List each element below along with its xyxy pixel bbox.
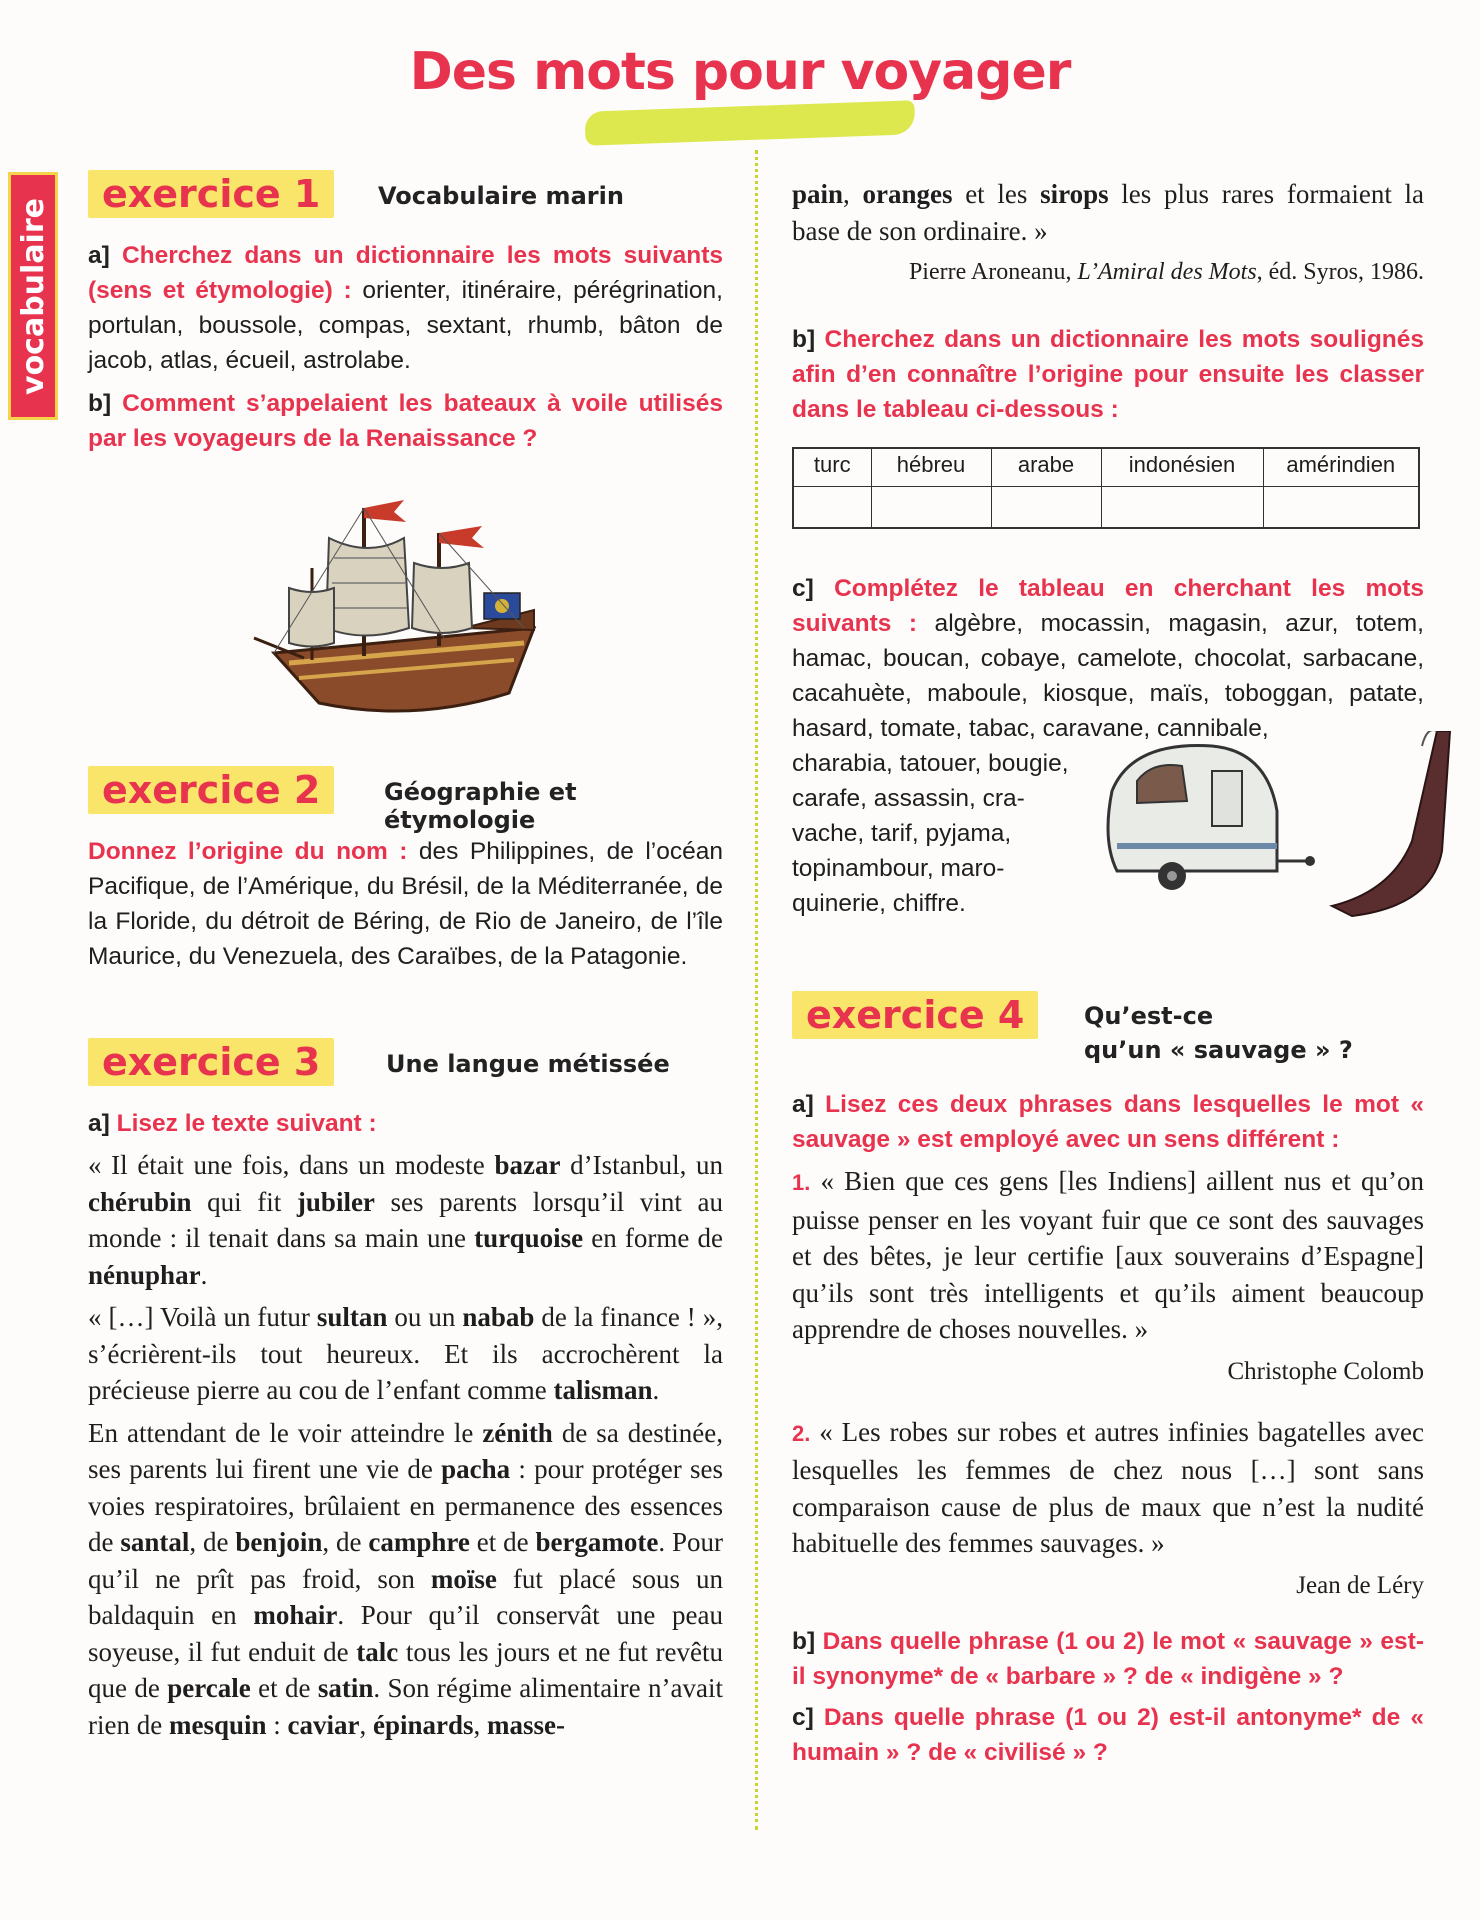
question-label: a] bbox=[88, 242, 110, 269]
exercise-2-subtitle: Géographie et étymologie bbox=[384, 778, 577, 834]
text-paragraph-3: En attendant de le voir atteindre le zénith de sa destinée, ses parents lui firent une vie de pacha : pour protéger ses voies respiratoires, brûlaient en permanence des essences de santal, de benjoin, de camphre et de bergamote. Pour qu’il ne prît pas froid, son moïse fut placé sous un baldaquin en mohair. Pour qu’il conservât une peau soyeuse, il fut enduit de talc tous les jours et ne fut revêtu que de percale et de satin. Son régime alimentaire n’avait rien de mesquin : caviar, épinards, masse- bbox=[88, 1417, 724, 1740]
exercise-1-header bbox=[88, 170, 723, 226]
key-word: pain bbox=[792, 179, 844, 209]
exercise-4 bbox=[792, 991, 1424, 1770]
key-word: mohair bbox=[253, 1600, 338, 1630]
word-list-narrow bbox=[792, 746, 1092, 921]
question-text: Complétez le tableau en cherchant les mots suivants : bbox=[792, 575, 1424, 637]
key-word: sultan bbox=[316, 1302, 388, 1332]
place-list: des Philippines, de l’océan Pacifique, de l’Amérique, du Brésil, de la Méditerranée, de la Floride, du détroit de Béring, de Rio de Janeiro, de l’île Maurice, du Venezuela, des Caraïbes, de la Patagonie. bbox=[88, 838, 723, 970]
page-title: Des mots pour voyager bbox=[409, 42, 1071, 102]
exercise-2-badge: exercice 2 bbox=[88, 766, 334, 814]
table-cell[interactable] bbox=[793, 486, 871, 528]
exercise-4-question-c bbox=[792, 1700, 1424, 1770]
quote-number: 1. bbox=[792, 1170, 811, 1195]
question-c-text bbox=[792, 571, 1424, 746]
table-header-cell: amérindien bbox=[1263, 448, 1419, 486]
column-divider bbox=[755, 150, 758, 1830]
table-header-cell: indonésien bbox=[1101, 448, 1263, 486]
question-label: c] bbox=[792, 575, 814, 602]
exercise-1-question-a bbox=[88, 238, 723, 378]
exercise-1 bbox=[88, 170, 723, 738]
question-text: Dans quelle phrase (1 ou 2) est-il antonyme* de « humain » ? de « civilisé » ? bbox=[792, 1703, 1424, 1766]
origin-table-empty-row bbox=[793, 486, 1419, 528]
quote-2-author: Jean de Léry bbox=[1296, 1571, 1424, 1599]
exercise-4-badge: exercice 4 bbox=[792, 991, 1038, 1039]
left-column bbox=[88, 170, 723, 1743]
key-word: santal bbox=[120, 1527, 190, 1557]
key-word: sirops bbox=[1040, 179, 1109, 209]
question-label: b] bbox=[792, 1627, 816, 1655]
question-label: b] bbox=[792, 326, 816, 353]
side-tab-label: vocabulaire bbox=[15, 197, 51, 395]
exercise-3-badge: exercice 3 bbox=[88, 1038, 334, 1086]
sailing-ship-illustration bbox=[234, 478, 564, 738]
exercise-1-badge: exercice 1 bbox=[88, 170, 334, 218]
key-word: mesquin bbox=[168, 1709, 267, 1740]
exercise-4-question-a bbox=[792, 1087, 1424, 1157]
question-text: Donnez l’origine du nom : bbox=[88, 838, 408, 865]
word-line: vache, tarif, pyjama, bbox=[792, 820, 1012, 847]
quote-number: 2. bbox=[792, 1420, 811, 1446]
key-word: talisman bbox=[553, 1375, 653, 1405]
question-label: c] bbox=[792, 1703, 814, 1731]
right-column bbox=[792, 176, 1424, 1770]
key-word: zénith bbox=[482, 1417, 553, 1448]
key-word: satin bbox=[317, 1673, 374, 1703]
text-paragraph-4: pain, oranges et les sirops les plus rares formaient la base de son ordinaire. » bbox=[792, 179, 1424, 246]
question-text: Cherchez dans un dictionnaire les mots soulignés afin d’en connaître l’origine pour ensuite les classer dans le tableau ci-dessous : bbox=[792, 326, 1424, 423]
key-word: turquoise bbox=[474, 1223, 584, 1253]
key-word: masse- bbox=[487, 1709, 566, 1740]
key-word: nabab bbox=[462, 1302, 535, 1332]
table-cell[interactable] bbox=[871, 486, 991, 528]
question-text: Comment s’appelaient les bateaux à voile utilisés par les voyageurs de la Renaissance ? bbox=[88, 390, 723, 452]
word-line: charabia, tatouer, bougie, bbox=[792, 750, 1069, 777]
word-list: orienter, itinéraire, pérégrination, portulan, boussole, compas, sextant, rhumb, bâton de jacob, atlas, écueil, astrolabe. bbox=[88, 277, 723, 374]
origin-table-header bbox=[793, 448, 1419, 486]
key-word: oranges bbox=[862, 179, 953, 209]
question-text: Lisez le texte suivant : bbox=[116, 1110, 377, 1137]
key-word: percale bbox=[167, 1673, 251, 1703]
key-word: benjoin bbox=[235, 1527, 323, 1557]
exercise-2-question bbox=[88, 834, 723, 974]
title-highlight bbox=[585, 100, 916, 145]
subtitle-line: qu’un « sauvage » ? bbox=[1084, 1036, 1353, 1064]
quote-1 bbox=[792, 1163, 1424, 1348]
word-line: topinambour, maro- bbox=[792, 855, 1005, 882]
exercise-3-question-c bbox=[792, 571, 1424, 921]
exercise-4-header bbox=[792, 991, 1424, 1075]
caravan-toboggan-illustration bbox=[1092, 731, 1452, 921]
key-word: épinards bbox=[373, 1709, 474, 1740]
exercise-3-question-a bbox=[88, 1106, 723, 1141]
text-source bbox=[792, 259, 1424, 286]
exercise-3-question-b bbox=[792, 322, 1424, 427]
source-author: Pierre Aroneanu, bbox=[908, 259, 1078, 285]
quote-1-author: Christophe Colomb bbox=[1227, 1357, 1424, 1385]
question-label: a] bbox=[792, 1091, 814, 1118]
key-word: bazar bbox=[494, 1150, 561, 1180]
key-word: nénuphar bbox=[88, 1259, 201, 1290]
table-cell[interactable] bbox=[991, 486, 1101, 528]
table-header-cell: turc bbox=[793, 448, 871, 486]
word-line: quinerie, chiffre. bbox=[792, 890, 966, 917]
exercise-1-question-b bbox=[88, 386, 723, 456]
quote-text: « Les robes sur robes et autres infinies bagatelles avec lesquelles les femmes de chez nous […] sont sans comparaison cause de plus de maux que n’est la nudité habituelle des femmes sauvages. » bbox=[792, 1416, 1424, 1558]
word-list: algèbre, mocassin, magasin, azur, totem, hamac, boucan, cobaye, camelote, chocolat, sarbacane, cacahuète, maboule, kiosque, maïs, toboggan, patate, hasard, tomate, tabac, caravane, cannibale, bbox=[792, 610, 1424, 742]
subtitle-line: Qu’est-ce bbox=[1084, 1002, 1214, 1030]
question-label: b] bbox=[88, 390, 112, 417]
quote-text: « Bien que ces gens [les Indiens] aillent nus et qu’on puisse penser en les voyant fuir que ce sont des sauvages et des bêtes, je leur certifie [aux souverains d’Espagne] qu’ils sont très intelligents et qu’ils aiment beaucoup apprendre de choses nouvelles. » bbox=[792, 1166, 1424, 1344]
exercise-3 bbox=[88, 1038, 723, 1743]
exercise-3-header bbox=[88, 1038, 723, 1094]
origin-table bbox=[792, 447, 1420, 529]
table-cell[interactable] bbox=[1101, 486, 1263, 528]
exercise-3-subtitle: Une langue métissée bbox=[386, 1050, 670, 1078]
key-word: caviar bbox=[287, 1709, 360, 1740]
exercise-1-subtitle: Vocabulaire marin bbox=[378, 182, 624, 210]
key-word: bergamote bbox=[535, 1527, 659, 1557]
table-header-cell: hébreu bbox=[871, 448, 991, 486]
key-word: camphre bbox=[368, 1527, 470, 1557]
key-word: jubiler bbox=[296, 1186, 375, 1217]
source-publisher: , éd. Syros, 1986. bbox=[1256, 259, 1424, 285]
text-paragraph-2: « […] Voilà un futur sultan ou un nabab de la finance ! », s’écrièrent-ils tout heureux. Et ils accrochèrent la précieuse pierre au cou de l’enfant comme talisman. bbox=[88, 1302, 724, 1405]
text-paragraph-1: « Il était une fois, dans un modeste bazar d’Istanbul, un chérubin qui fit jubiler ses parents lorsqu’il vint au monde : il tenait dans sa main une turquoise en forme de nénuphar. bbox=[88, 1150, 724, 1290]
word-line: carafe, assassin, cra- bbox=[792, 785, 1025, 812]
key-word: pacha bbox=[441, 1454, 511, 1484]
exercise-4-question-b bbox=[792, 1624, 1424, 1694]
exercise-2 bbox=[88, 766, 723, 974]
side-tab bbox=[8, 172, 58, 420]
exercise-4-subtitle bbox=[1084, 999, 1353, 1067]
question-label: a] bbox=[88, 1110, 110, 1137]
source-title: L’Amiral des Mots bbox=[1077, 259, 1257, 285]
exercise-2-header bbox=[88, 766, 723, 834]
table-cell[interactable] bbox=[1263, 486, 1419, 528]
key-word: talc bbox=[356, 1636, 399, 1667]
question-text: Cherchez dans un dictionnaire les mots suivants (sens et étymologie) : bbox=[88, 242, 723, 304]
key-word: chérubin bbox=[88, 1186, 192, 1217]
table-header-cell: arabe bbox=[991, 448, 1101, 486]
quote-2 bbox=[792, 1414, 1424, 1562]
question-text: Lisez ces deux phrases dans lesquelles le mot « sauvage » est employé avec un sens différent : bbox=[792, 1091, 1425, 1153]
key-word: moïse bbox=[430, 1563, 497, 1594]
question-text: Dans quelle phrase (1 ou 2) le mot « sauvage » est-il synonyme* de « barbare » ? de « indigène » ? bbox=[792, 1627, 1424, 1690]
